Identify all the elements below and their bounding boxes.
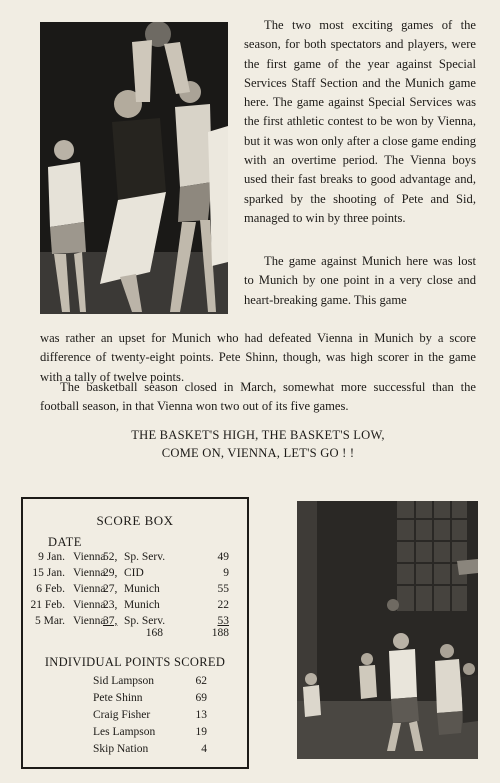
player-row bbox=[23, 726, 251, 742]
game-date: 21 Feb. bbox=[30, 599, 65, 611]
score-box-title: SCORE BOX bbox=[96, 513, 174, 528]
game-team-score: 23, bbox=[103, 599, 118, 611]
basketball-jump-ball-photo bbox=[40, 22, 228, 314]
player-row bbox=[23, 743, 251, 759]
game-opponent-score: 55 bbox=[217, 583, 229, 595]
game-team: Vienna bbox=[73, 551, 106, 563]
game-team: Vienna bbox=[73, 615, 106, 627]
game-row bbox=[23, 551, 251, 567]
individual-points-heading: INDIVIDUAL POINTS SCORED bbox=[44, 655, 226, 669]
game-opponent-score: 53 bbox=[217, 615, 229, 627]
game-row bbox=[23, 599, 251, 615]
game-date: 9 Jan. bbox=[38, 551, 65, 563]
player-name: Skip Nation bbox=[93, 743, 149, 755]
player-name: Les Lampson bbox=[93, 726, 156, 738]
score-box bbox=[21, 497, 249, 769]
game-row bbox=[23, 567, 251, 583]
player-points: 4 bbox=[201, 743, 207, 755]
basketball-game-gym-photo bbox=[297, 501, 478, 759]
paragraph-exciting-games: The two most exciting games of the season, for both spectators and players, were the first game of the year against Special Services Staff Section and the Munich game here. The game against Special Services was the first athletic contest to be won by Vienna, but it was won only after a close game ending with an overtime period. The Vienna boys used their fast breaks to good advantage and, sparked by the shooting of Pete and Sid, managed to win by three points. bbox=[244, 18, 476, 225]
game-date: 15 Jan. bbox=[32, 567, 65, 579]
game-team: Vienna bbox=[73, 583, 106, 595]
paragraph-munich-game-start: The game against Munich here was lost to Munich by one point in a very close and heart-breaking game. This game bbox=[244, 254, 476, 307]
player-row bbox=[23, 675, 251, 691]
player-name: Pete Shinn bbox=[93, 692, 143, 704]
game-row bbox=[23, 583, 251, 599]
game-opponent: Munich bbox=[124, 583, 160, 595]
game-date: 6 Feb. bbox=[36, 583, 65, 595]
player-points: 13 bbox=[195, 709, 207, 721]
paragraph-season-close: The basketball season closed in March, somewhat more successful than the football season, in that Vienna won two out of its five games. bbox=[40, 380, 476, 414]
game-opponent-score: 22 bbox=[217, 599, 229, 611]
player-row bbox=[23, 692, 251, 708]
game-team-score: 37, bbox=[103, 615, 118, 627]
total-team-points: 168 bbox=[145, 627, 163, 639]
game-opponent: Sp. Serv. bbox=[124, 551, 166, 563]
game-team-score: 29, bbox=[103, 567, 118, 579]
player-points: 19 bbox=[195, 726, 207, 738]
date-heading: DATE bbox=[48, 535, 82, 549]
total-opponent-points: 188 bbox=[211, 627, 229, 639]
game-team: Vienna bbox=[73, 599, 106, 611]
game-opponent: CID bbox=[124, 567, 144, 579]
game-team-score: 52, bbox=[103, 551, 118, 563]
cheer-line-2: COME ON, VIENNA, LET'S GO ! ! bbox=[161, 446, 355, 460]
player-name: Sid Lampson bbox=[93, 675, 155, 687]
game-opponent-score: 9 bbox=[223, 567, 229, 579]
game-date: 5 Mar. bbox=[34, 615, 65, 627]
cheer-line-1: THE BASKET'S HIGH, THE BASKET'S LOW, bbox=[131, 428, 385, 442]
player-row bbox=[23, 709, 251, 725]
game-team-score: 27, bbox=[103, 583, 118, 595]
game-opponent-score: 49 bbox=[217, 551, 229, 563]
player-points: 62 bbox=[195, 675, 207, 687]
game-opponent: Munich bbox=[124, 599, 160, 611]
season-totals bbox=[23, 627, 251, 643]
game-team: Vienna bbox=[73, 567, 106, 579]
game-opponent: Sp. Serv. bbox=[124, 615, 166, 627]
player-points: 69 bbox=[195, 692, 207, 704]
player-name: Craig Fisher bbox=[93, 709, 151, 721]
paragraph-munich-game-end: was rather an upset for Munich who had defeated Vienna in Munich by a score difference of twenty-eight points. Pete Shinn, though, was high scorer in the game with a tally of twelve points. bbox=[40, 331, 476, 384]
